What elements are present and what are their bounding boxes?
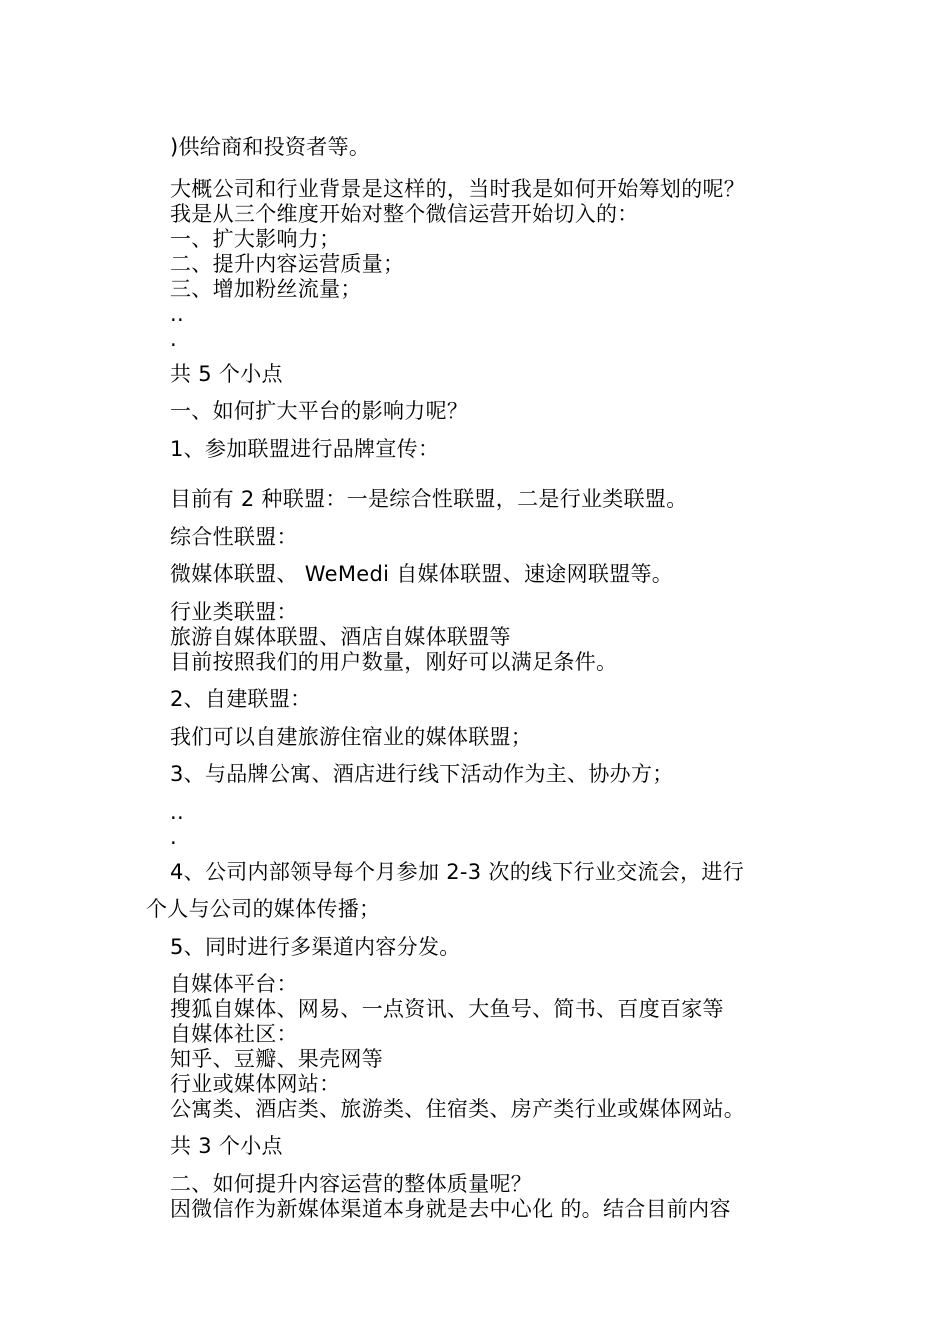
text-line: 目前有 2 种联盟：一是综合性联盟，二是行业类联盟。	[170, 487, 688, 511]
text-line: 5、同时进行多渠道内容分发。	[170, 935, 461, 959]
text-line: 微媒体联盟、 WeMedi 自媒体联盟、速途网联盟等。	[170, 562, 674, 586]
text-line: 3、与品牌公寓、酒店进行线下活动作为主、协办方；	[170, 762, 674, 786]
text-line: 综合性联盟：	[170, 525, 298, 549]
text-line: 自媒体平台：	[170, 972, 298, 996]
section-heading: 一、如何扩大平台的影响力呢？	[170, 399, 469, 423]
section-heading: 二、如何提升内容运营的整体质量呢？	[170, 1172, 533, 1196]
text-line: 搜狐自媒体、网易、一点资讯、大鱼号、简书、百度百家等	[170, 997, 724, 1021]
text-line: 行业类联盟：	[170, 600, 298, 624]
text-line: 行业或媒体网站：	[170, 1072, 341, 1096]
text-line: 我是从三个维度开始对整个微信运营开始切入的：	[170, 202, 639, 226]
text-line: 共 5 个小点	[170, 362, 283, 386]
text-line: 我们可以自建旅游住宿业的媒体联盟；	[170, 725, 533, 749]
text-line: )供给商和投资者等。	[170, 135, 371, 159]
text-line: 2、自建联盟：	[170, 687, 312, 711]
text-line: 自媒体社区：	[170, 1022, 298, 1046]
text-line: 4、公司内部领导每个月参加 2-3 次的线下行业交流会，进行	[170, 860, 745, 884]
text-line: 1、参加联盟进行品牌宣传：	[170, 437, 440, 461]
text-line: 旅游自媒体联盟、酒店自媒体联盟等	[170, 625, 511, 649]
text-line: 一、扩大影响力；	[170, 227, 341, 251]
text-line: ..	[170, 302, 184, 326]
text-line: .	[170, 825, 177, 849]
text-line: 二、提升内容运营质量；	[170, 252, 405, 276]
text-line: .	[170, 327, 177, 351]
text-line: 公寓类、酒店类、旅游类、住宿类、房产类行业或媒体网站。	[170, 1097, 746, 1121]
text-line: 知乎、豆瓣、果壳网等	[170, 1047, 383, 1071]
text-line: 大概公司和行业背景是这样的，当时我是如何开始筹划的呢？	[170, 177, 746, 201]
text-line: 个人与公司的媒体传播；	[146, 897, 381, 921]
text-line: 三、增加粉丝流量；	[170, 277, 362, 301]
text-line: ..	[170, 800, 184, 824]
text-line: 因微信作为新媒体渠道本身就是去中心化 的。结合目前内容	[170, 1197, 731, 1221]
text-line: 目前按照我们的用户数量，刚好可以满足条件。	[170, 650, 618, 674]
text-line: 共 3 个小点	[170, 1134, 283, 1158]
